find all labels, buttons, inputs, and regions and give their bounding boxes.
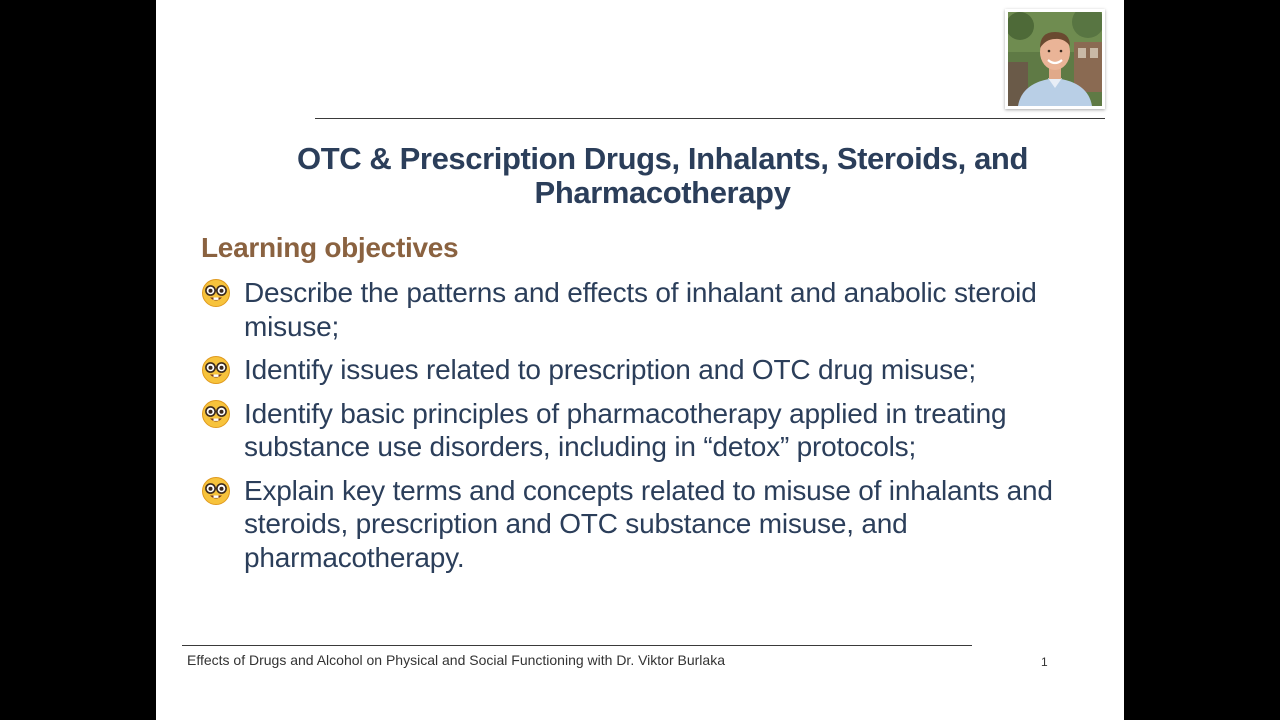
objectives-heading: Learning objectives (201, 232, 459, 263)
nerd-face-icon (201, 476, 231, 506)
footer-divider (182, 645, 972, 646)
nerd-face-icon (201, 278, 231, 308)
objectives-list (201, 276, 1081, 584)
presenter-portrait-image (1008, 12, 1102, 106)
presentation-slide (156, 0, 1124, 720)
objective-text: Describe the patterns and effects of inhalant and anabolic steroid misuse; (244, 277, 1037, 342)
objective-text: Identify issues related to prescription and OTC drug misuse; (244, 354, 976, 385)
objective-text: Identify basic principles of pharmacotherapy applied in treating substance use disorders, including in “detox” protocols; (244, 397, 1007, 462)
footer-course-title: Effects of Drugs and Alcohol on Physical and Social Functioning with Dr. Viktor Burlaka (187, 652, 725, 668)
objective-item (201, 276, 1081, 343)
objective-item (201, 474, 1081, 575)
objective-item (201, 397, 1081, 464)
slide-title: OTC & Prescription Drugs, Inhalants, Steroids, and Pharmacotherapy (296, 141, 1028, 210)
objective-text: Explain key terms and concepts related to misuse of inhalants and steroids, prescription and OTC substance misuse, and pharmacotherapy. (244, 474, 1053, 573)
page-number: 1 (1041, 655, 1048, 669)
nerd-face-icon (201, 355, 231, 385)
header-divider (315, 118, 1105, 119)
objective-item (201, 353, 1081, 387)
presenter-photo (1005, 9, 1105, 109)
nerd-face-icon (201, 399, 231, 429)
